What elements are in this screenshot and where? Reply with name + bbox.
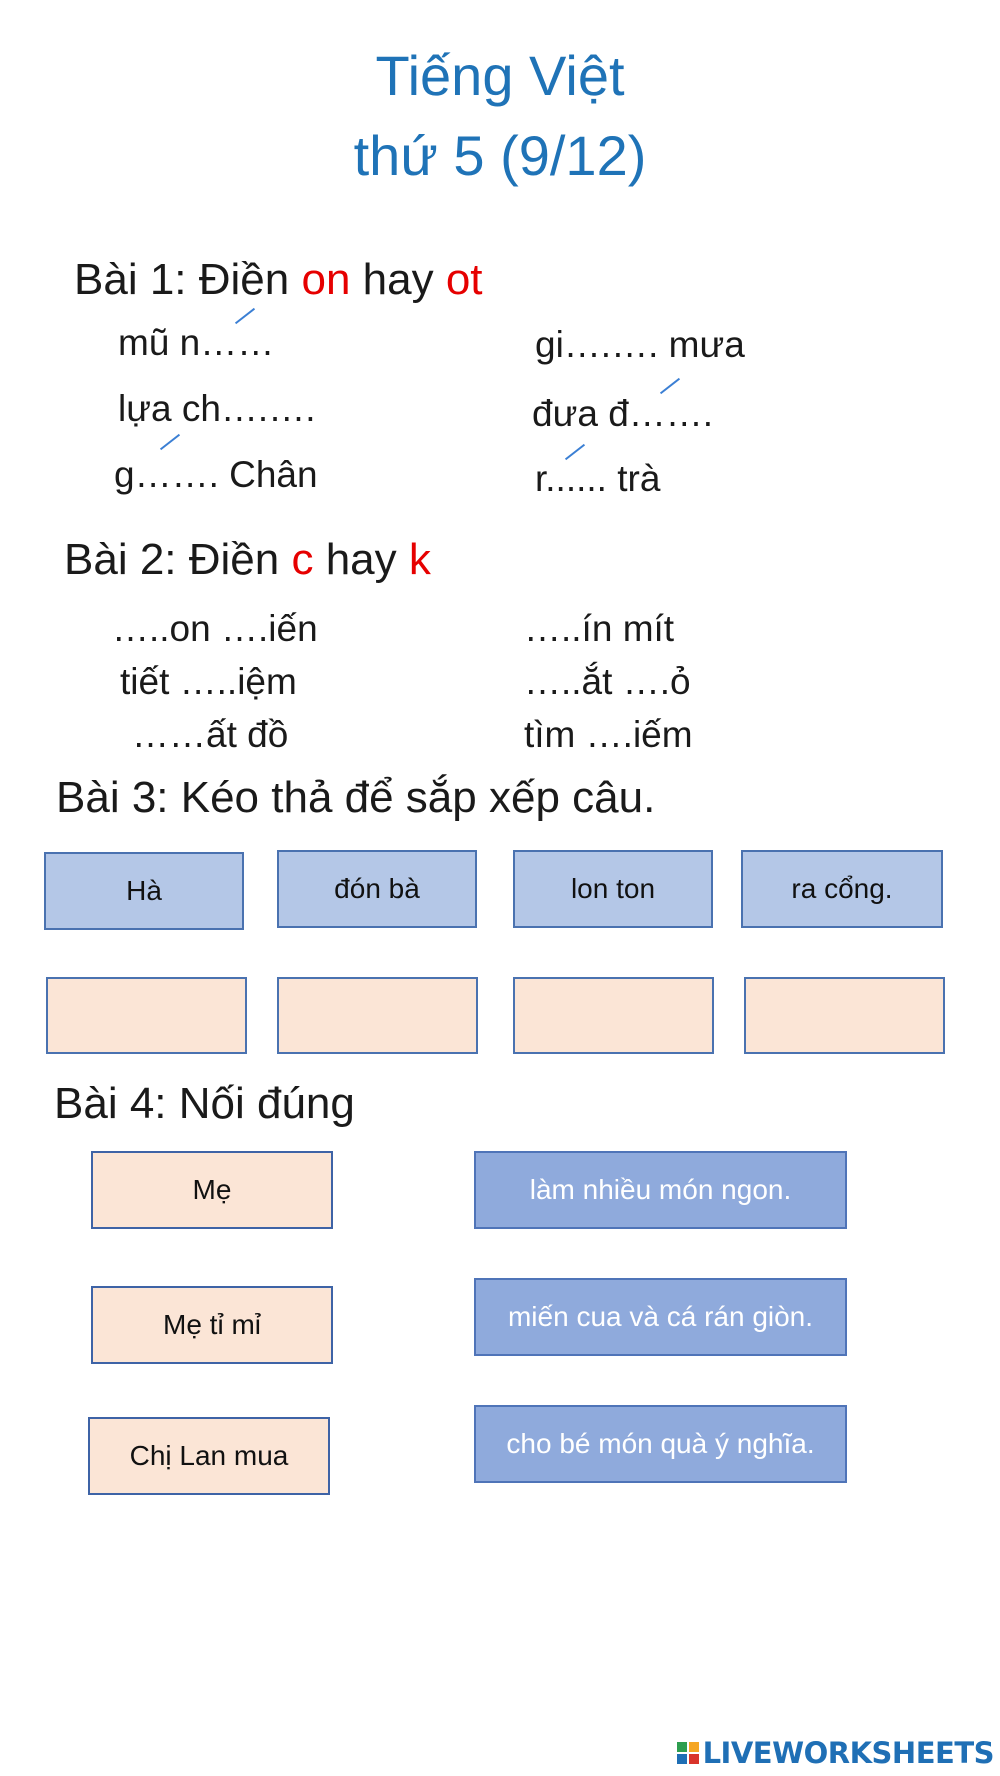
match-right-2[interactable]: miến cua và cá rán giòn. <box>474 1278 847 1356</box>
drop-slot-3[interactable] <box>513 977 714 1054</box>
bai1-option-on: on <box>301 255 351 304</box>
drag-word-don-ba[interactable]: đón bà <box>277 850 477 928</box>
bai1-item: mũ n…… <box>118 322 275 363</box>
bai2-option-k: k <box>408 535 431 584</box>
bai1-item: g……. Chân <box>114 454 318 495</box>
bai2-option-c: c <box>291 535 314 584</box>
bai1-heading-mid: hay <box>350 255 446 304</box>
bai2-heading-prefix: Bài 2: Điền <box>64 535 292 584</box>
pen-mark <box>160 434 180 450</box>
bai2-item: …..ắt ….ỏ <box>524 661 691 702</box>
match-left-1[interactable]: Mẹ <box>91 1151 333 1229</box>
bai2-item: tìm ….iếm <box>524 714 693 755</box>
bai1-option-ot: ot <box>445 255 483 304</box>
liveworksheets-brand: LIVEWORKSHEETS <box>702 1736 994 1770</box>
liveworksheets-watermark <box>677 1736 994 1770</box>
match-left-2[interactable]: Mẹ tỉ mỉ <box>91 1286 333 1364</box>
logo-square <box>689 1742 699 1752</box>
bai1-heading <box>74 255 483 304</box>
drag-word-ha[interactable]: Hà <box>44 852 244 930</box>
bai4-heading: Bài 4: Nối đúng <box>54 1079 355 1128</box>
logo-square <box>677 1754 687 1764</box>
bai1-item: đưa đ……. <box>532 393 714 434</box>
liveworksheets-logo-icon <box>677 1742 699 1764</box>
page-subtitle: thứ 5 (9/12) <box>353 124 647 187</box>
bai1-item: r...... trà <box>535 458 661 499</box>
drag-word-lon-ton[interactable]: lon ton <box>513 850 713 928</box>
bai1-heading-prefix: Bài 1: Điền <box>74 255 302 304</box>
bai1-item: gi….…. mưa <box>535 324 745 365</box>
page-title: Tiếng Việt <box>375 44 625 107</box>
bai2-item: tiết …..iệm <box>120 661 297 702</box>
bai2-item: …..ín mít <box>524 608 675 649</box>
match-right-1[interactable]: làm nhiều món ngon. <box>474 1151 847 1229</box>
drag-word-ra-cong[interactable]: ra cổng. <box>741 850 943 928</box>
drop-slot-1[interactable] <box>46 977 247 1054</box>
bai3-heading: Bài 3: Kéo thả để sắp xếp câu. <box>56 773 656 822</box>
bai1-item: lựa ch….…. <box>118 388 316 429</box>
match-right-3[interactable]: cho bé món quà ý nghĩa. <box>474 1405 847 1483</box>
bai2-heading <box>64 535 431 584</box>
bai2-item: ……ất đồ <box>132 714 289 755</box>
bai2-item: …..on ….iến <box>112 608 318 649</box>
bai2-heading-mid: hay <box>313 535 409 584</box>
match-left-3[interactable]: Chị Lan mua <box>88 1417 330 1495</box>
logo-square <box>677 1742 687 1752</box>
pen-mark <box>660 378 680 394</box>
drop-slot-2[interactable] <box>277 977 478 1054</box>
logo-square <box>689 1754 699 1764</box>
drop-slot-4[interactable] <box>744 977 945 1054</box>
